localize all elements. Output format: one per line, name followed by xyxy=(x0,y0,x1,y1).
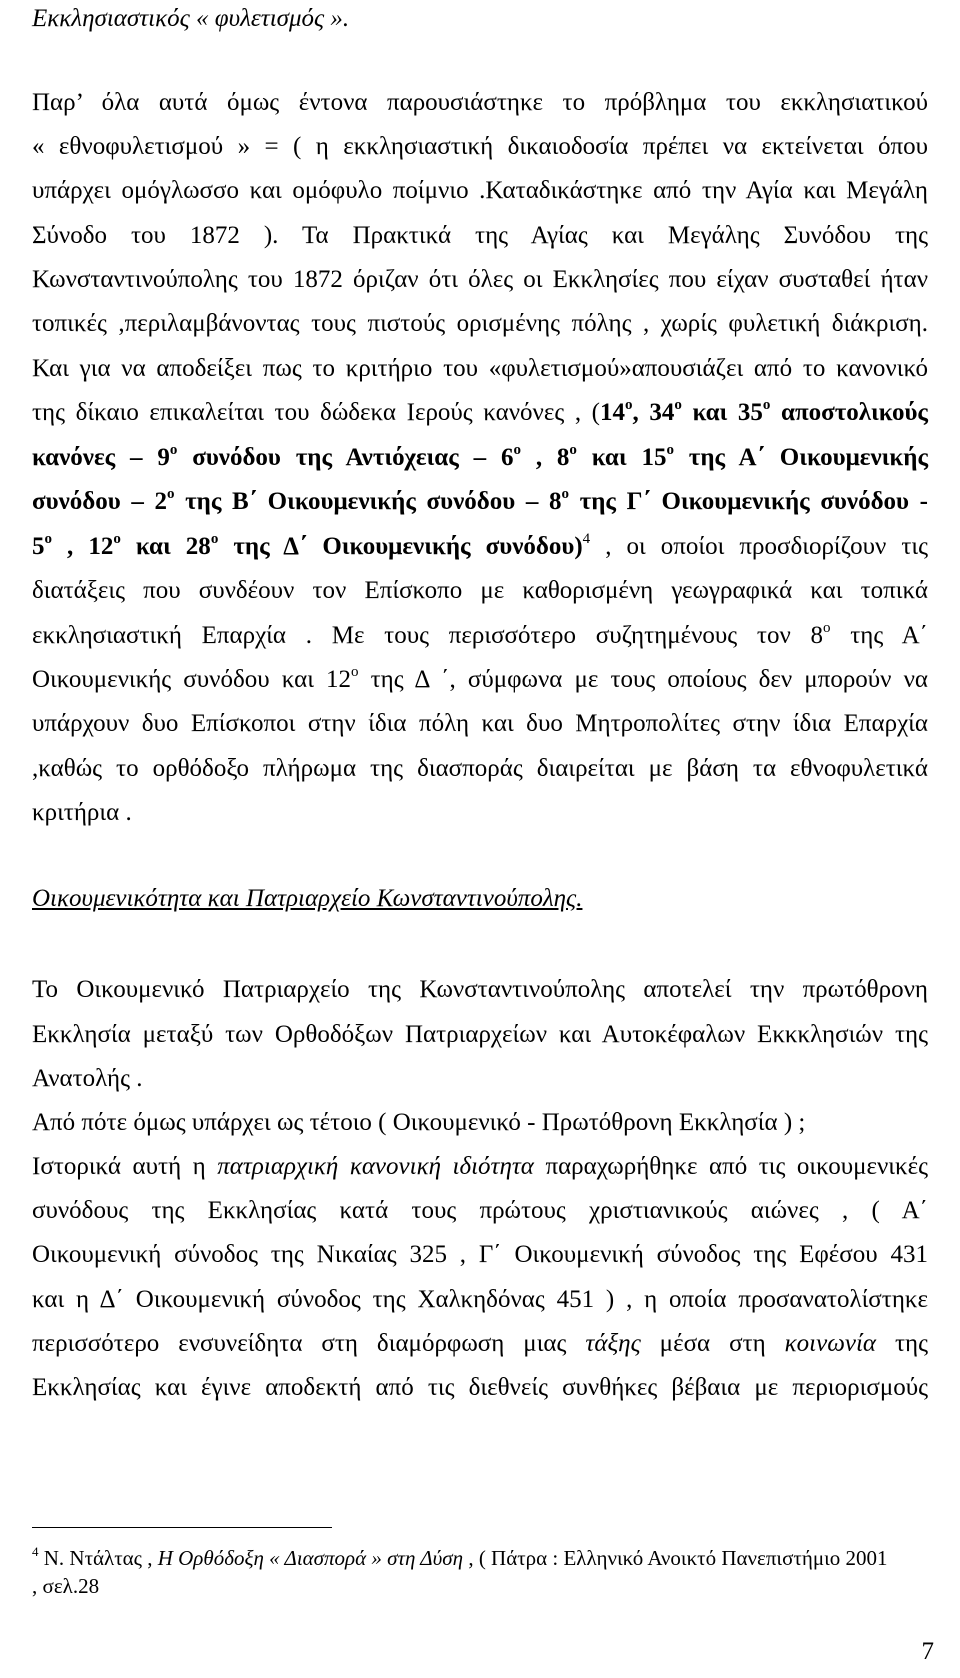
ordinal-sup: ο xyxy=(169,442,178,458)
text-run: Οικουμενικής συνόδου και 12 xyxy=(32,666,352,693)
text-line: « εθνοφυλετισμού » = ( η εκκλησιαστική δικαιοδοσία πρέπει να εκτείνεται όπου xyxy=(32,133,928,160)
text-line: Το Οικουμενικό Πατριαρχείο της Κωνσταντινούπολης αποτελεί την πρωτόθρονη xyxy=(32,976,928,1003)
text-line xyxy=(32,487,928,517)
page-number: 7 xyxy=(921,1638,934,1665)
text-line: Κωνσταντινούπολης του 1872 όριζαν ότι όλες οι Εκκλησίες που είχαν συσταθεί ήταν xyxy=(32,266,928,293)
ordinal-sup: ο xyxy=(666,442,674,458)
text-run: της δίκαιο επικαλείται του δώδεκα Ιερούς κανόνες , ( xyxy=(32,399,601,426)
text-line: Παρ’ όλα αυτά όμως έντονα παρουσιάστηκε το πρόβλημα του εκκλησιατικού xyxy=(32,89,928,116)
text-run: , οι οποίοι προσδιορίζουν τις xyxy=(590,533,928,560)
text-line: και η Δ΄ Οικουμενική σύνοδος της Χαλκηδόνας 451 ) , η οποία προσανατολίστηκε xyxy=(32,1286,928,1313)
ordinal-sup: ο xyxy=(113,531,121,547)
text-run: , 12 xyxy=(52,533,114,560)
text-run: Ιστορικά αυτή η xyxy=(32,1153,218,1180)
footnote-line: , σελ.28 xyxy=(32,1574,100,1598)
text-line: τοπικές ,περιλαμβάνοντας τους πιστούς ορισμένης πόλης , χωρίς φυλετική διάκριση. xyxy=(32,310,928,337)
ordinal-sup: ο xyxy=(210,531,219,547)
text-line: υπάρχει ομόγλωσσο και ομόφυλο ποίμνιο .Καταδικάστηκε από την Αγία και Μεγάλη xyxy=(32,177,928,204)
text-run: της Α΄ Οικουμενικής xyxy=(673,444,928,471)
text-line: κριτήρια . xyxy=(32,799,132,826)
text-run: της Δ ΄, σύμφωνα με τους οποίους δεν μπορούν να xyxy=(358,666,928,693)
text-line: Εκκλησίας και έγινε αποδεκτή από τις διεθνείς συνθήκες βέβαια με περιορισμούς xyxy=(32,1374,928,1401)
text-run: της Γ΄ Οικουμενικής συνόδου - xyxy=(569,488,928,515)
ordinal-sup: ο xyxy=(625,397,633,413)
text-run: συνόδου της Αντιόχειας – 6 xyxy=(177,444,514,471)
text-run: και 15 xyxy=(576,444,667,471)
text-line: υπάρχουν δυο Επίσκοποι στην ίδια πόλη και δυο Μητροπολίτες στην ίδια Επαρχία xyxy=(32,710,928,737)
text-line: ,καθώς το ορθόδοξο πλήρωμα της διασποράς διαιρείται με βάση τα εθνοφυλετικά xyxy=(32,755,928,782)
ordinal-sup: ο xyxy=(823,620,831,636)
ordinal-sup: ο xyxy=(513,442,521,458)
text-run: περισσότερο ενσυνείδητα στη διαμόρφωση μιας xyxy=(32,1330,586,1357)
text-run: , 8 xyxy=(520,444,570,471)
ordinal-sup: ο xyxy=(762,397,771,413)
text-run: , ( Πάτρα : Ελληνικό Ανοικτό Πανεπιστήμιο 2001 xyxy=(463,1546,888,1570)
text-run: της Δ΄ Οικουμενικής συνόδου) xyxy=(218,533,583,560)
footnote-number: 4 xyxy=(32,1544,39,1559)
text-run: , 34 xyxy=(632,399,675,426)
ordinal-sup: ο xyxy=(44,531,52,547)
text-run: και 35 xyxy=(681,399,763,426)
text-run: παραχωρήθηκε από τις οικουμενικές xyxy=(533,1153,928,1180)
text-line: διατάξεις που συνδέουν τον Επίσκοπο με καθορισμένη γεωγραφικά και τοπικά xyxy=(32,577,928,604)
text-line: Ανατολής . xyxy=(32,1065,143,1092)
text-line: Οικουμενική σύνοδος της Νικαίας 325 , Γ΄ Οικουμενική σύνοδος της Εφέσου 431 xyxy=(32,1241,928,1268)
text-run: 5 xyxy=(32,533,45,560)
text-run: της Α΄ xyxy=(830,622,928,649)
footnote-ref: 4 xyxy=(582,531,591,547)
text-line: Σύνοδο του 1872 ). Τα Πρακτικά της Αγίας και Μεγάλης Συνόδου της xyxy=(32,222,928,249)
text-line: Εκκλησία μεταξύ των Ορθοδόξων Πατριαρχείων και Αυτοκέφαλων Εκκκλησιών της xyxy=(32,1021,928,1048)
text-run-italic: Η Ορθόδοξη « Διασπορά » στη Δύση xyxy=(157,1546,464,1570)
text-run: Ν. Ντάλτας , xyxy=(38,1546,158,1570)
ordinal-sup: ο xyxy=(351,664,359,680)
ordinal-sup: ο xyxy=(561,486,570,502)
text-line xyxy=(32,398,928,428)
text-run: και 28 xyxy=(120,533,211,560)
text-line xyxy=(32,1329,928,1359)
text-line: συνόδους της Εκκλησίας κατά τους πρώτους χριστιανικούς αιώνες , ( Α΄ xyxy=(32,1197,928,1224)
text-line: Και για να αποδείξει πως το κριτήριο του «φυλετισμού»απουσιάζει από το κανονικό xyxy=(32,355,928,382)
footnote-line xyxy=(32,1545,928,1571)
ordinal-sup: ο xyxy=(674,397,682,413)
text-run: κανόνες – 9 xyxy=(32,444,170,471)
ordinal-sup: ο xyxy=(166,486,175,502)
text-line xyxy=(32,443,928,473)
text-run: της Β΄ Οικουμενικής συνόδου – 8 xyxy=(174,488,562,515)
section-heading-top: Εκκλησιαστικός « φυλετισμός ». xyxy=(32,5,350,32)
text-line xyxy=(32,1152,928,1182)
text-run: συνόδου – 2 xyxy=(32,488,167,515)
text-run-italic: τάξης xyxy=(585,1330,641,1357)
text-run: μέσα στη xyxy=(640,1330,785,1357)
text-line: Από πότε όμως υπάρχει ως τέτοιο ( Οικουμενικό - Πρωτόθρονη Εκκλησία ) ; xyxy=(32,1109,806,1136)
ordinal-sup: ο xyxy=(569,442,577,458)
text-run: εκκλησιαστική Επαρχία . Με τους περισσότερο συζητημένους τον 8 xyxy=(32,622,823,649)
text-run: της xyxy=(876,1330,928,1357)
section-heading: Οικουμενικότητα και Πατριαρχείο Κωνσταντινούπολης. xyxy=(32,885,583,912)
text-run: αποστολικούς xyxy=(770,399,928,426)
text-run-italic: πατριαρχική κανονική ιδιότητα xyxy=(217,1153,534,1180)
text-run-italic: κοινωνία xyxy=(784,1330,877,1357)
footnote-separator xyxy=(32,1527,332,1528)
text-line xyxy=(32,665,928,695)
text-line xyxy=(32,532,928,562)
text-run: 14 xyxy=(600,399,626,426)
text-line xyxy=(32,621,928,651)
